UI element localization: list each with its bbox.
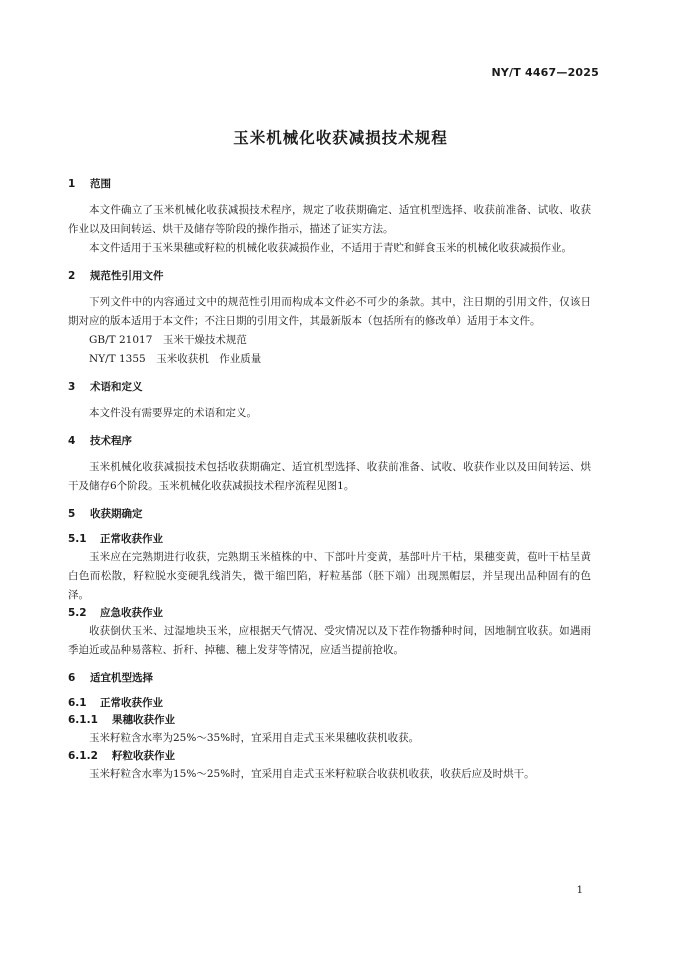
paragraph: 本文件没有需要界定的术语和定义。 <box>89 407 257 419</box>
section-title: 范围 <box>90 178 111 190</box>
section-title: 收获期确定 <box>90 508 143 520</box>
section-title: 规范性引用文件 <box>90 270 164 282</box>
subsection-title: 正常收获作业 <box>100 533 163 545</box>
subsection-number: 5.1 <box>68 533 87 545</box>
document-title: 玉米机械化收获减损技术规程 <box>233 129 448 147</box>
subsection-number: 6.1.1 <box>68 714 98 726</box>
paragraph: 玉米籽粒含水率为25%～35%时，宜采用自走式玉米果穗收获机收获。 <box>89 732 420 744</box>
subsection-5-2-heading <box>68 605 591 622</box>
subsection-6-1-heading <box>68 695 591 712</box>
paragraph: 玉米机械化收获减损技术包括收获期确定、适宜机型选择、收获前准备、试收、收获作业以及田间转运、烘干及储存6个阶段。玉米机械化收获减损技术程序流程见图1。 <box>68 461 591 492</box>
subsection-6-1-2-heading <box>68 748 591 765</box>
section-number: 3 <box>68 381 76 393</box>
section-number: 4 <box>68 435 76 447</box>
subsection-6-1-1-heading <box>68 712 591 729</box>
section-number: 5 <box>68 508 76 520</box>
section-6-heading <box>68 670 591 686</box>
page-number: 1 <box>576 885 583 896</box>
subsection-number: 6.1 <box>68 697 87 709</box>
section-title: 适宜机型选择 <box>90 672 153 684</box>
paragraph: 玉米籽粒含水率为15%～25%时，宜采用自走式玉米籽粒联合收获机收获，收获后应及时烘干。 <box>89 768 535 780</box>
document-body <box>68 176 591 784</box>
normative-reference: NY/T 1355 玉米收获机 作业质量 <box>89 353 262 365</box>
subsection-number: 5.2 <box>68 607 87 619</box>
section-title: 术语和定义 <box>90 381 143 393</box>
section-4-heading <box>68 433 591 449</box>
subsection-title: 应急收获作业 <box>100 607 163 619</box>
section-1-heading <box>68 176 591 192</box>
section-number: 2 <box>68 270 76 282</box>
paragraph: 玉米应在完熟期进行收获，完熟期玉米植株的中、下部叶片变黄，基部叶片干枯，果穗变黄，苞叶干枯呈黄白色而松散，籽粒脱水变硬乳线消失，微干缩凹陷，籽粒基部（胚下端）出现黑帽层，并呈现出品种固有的色泽。 <box>68 551 591 601</box>
subsection-5-1-heading <box>68 531 591 548</box>
section-5-heading <box>68 506 591 522</box>
subsection-title: 正常收获作业 <box>100 697 163 709</box>
section-2-heading <box>68 268 591 284</box>
normative-reference: GB/T 21017 玉米干燥技术规范 <box>89 334 247 346</box>
paragraph: 下列文件中的内容通过文中的规范性引用而构成本文件必不可少的条款。其中，注日期的引用文件，仅该日期对应的版本适用于本文件；不注日期的引用文件，其最新版本（包括所有的修改单）适用于本文件。 <box>68 296 591 327</box>
section-title: 技术程序 <box>90 435 132 447</box>
subsection-title: 果穗收获作业 <box>112 714 175 726</box>
standard-code: NY/T 4467—2025 <box>491 66 599 79</box>
section-number: 1 <box>68 178 76 190</box>
paragraph: 本文件适用于玉米果穗或籽粒的机械化收获减损作业，不适用于青贮和鲜食玉米的机械化收获减损作业。 <box>89 242 572 254</box>
subsection-title: 籽粒收获作业 <box>112 750 175 762</box>
paragraph: 本文件确立了玉米机械化收获减损技术程序，规定了收获期确定、适宜机型选择、收获前准备、试收、收获作业以及田间转运、烘干及储存等阶段的操作指示，描述了证实方法。 <box>68 204 591 235</box>
section-number: 6 <box>68 672 76 684</box>
section-3-heading <box>68 379 591 395</box>
paragraph: 收获倒伏玉米、过湿地块玉米，应根据天气情况、受灾情况以及下茬作物播种时间，因地制宜收获。如遇雨季迫近或品种易落粒、折秆、掉穗、穗上发芽等情况，应适当提前抢收。 <box>68 625 591 656</box>
subsection-number: 6.1.2 <box>68 750 98 762</box>
